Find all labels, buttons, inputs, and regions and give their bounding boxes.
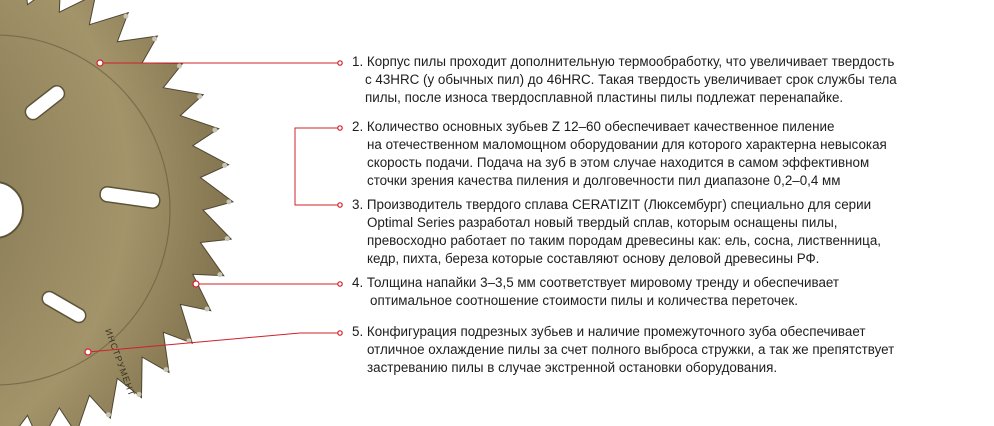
carbide-tip [164, 367, 169, 372]
feature-text-line: 4. Толщина напайки 3–3,5 мм соответствует мировому тренду и обеспечивает [352, 275, 840, 290]
feature-text-line: с 43HRC (у обычных пил) до 46HRC. Такая твердость увеличивает срок службы тела [365, 72, 897, 87]
feature-text-line: скорость подачи. Подача на зуб в этом случае находится в самом эффективном [367, 155, 870, 170]
feature-text-line: пилы, после износа твердосплавной пластины пилы подлежат перенапайке. [365, 90, 844, 105]
carbide-tip [197, 94, 202, 99]
feature-text-line: на отечественном маломощном оборудовании для которого характерна невысокая [367, 137, 887, 152]
callout-dot [338, 126, 342, 130]
callout-dot [338, 331, 342, 335]
carbide-tip [186, 338, 191, 343]
callout-dot [338, 203, 342, 207]
callout-bracket-2-3 [295, 128, 340, 205]
feature-item-1 [352, 53, 897, 107]
feature-text-line: отличное охлаждение пилы за счет полного выброса стружки, а так же препятствует [367, 342, 895, 357]
carbide-tip [177, 64, 182, 69]
carbide-tip [106, 412, 111, 417]
carbide-tip [222, 163, 227, 168]
feature-text-line: 3. Производитель твердого сплава CERATIZIT (Люксембург) специально для серии [352, 197, 872, 212]
feature-item-5 [352, 323, 894, 377]
feature-text-line: превосходно работает по таким породам древесины как: ель, сосна, лиственница, [367, 233, 882, 248]
carbide-tip [123, 14, 128, 19]
carbide-tip [205, 307, 210, 312]
carbide-tip [225, 236, 230, 241]
feature-item-2 [352, 118, 887, 190]
feature-text-line: застреванию пилы в случае экстренной остановки оборудования. [367, 360, 778, 375]
callout-dot [338, 61, 342, 65]
blade-brand-text: ИНСТРУМЕНТ [103, 327, 138, 399]
saw-blade-image [0, 0, 300, 426]
feature-text-line: 1. Корпус пилы проходит дополнительную термообработку, что увеличивает твердость [352, 54, 895, 69]
feature-text-line: оптимальное соотношение стоимости пилы и количества переточек. [370, 293, 798, 308]
feature-text-line: Optimal Series разработал новый твердый сплав, которым оснащены пилы, [367, 215, 838, 230]
feature-text-line: сточки зрения качества пиления и долговечности пил диапазоне 0,2–0,4 мм [367, 173, 841, 188]
carbide-tip [217, 272, 222, 277]
feature-text-line: кедр, пихта, береза которые составляют основу деловой древесины РФ. [367, 251, 820, 266]
carbide-tip [152, 36, 157, 41]
carbide-tip [226, 199, 231, 204]
feature-text-line: 2. Количество основных зубьев Z 12–60 обеспечивает качественное пиление [352, 119, 835, 134]
feature-item-3 [352, 196, 881, 268]
callout-dot [338, 282, 342, 286]
feature-item-4 [352, 274, 839, 310]
feature-text-line: 5. Конфигурация подрезных зубьев и наличие промежуточного зуба обеспечивает [352, 324, 866, 339]
carbide-tip [212, 128, 217, 133]
